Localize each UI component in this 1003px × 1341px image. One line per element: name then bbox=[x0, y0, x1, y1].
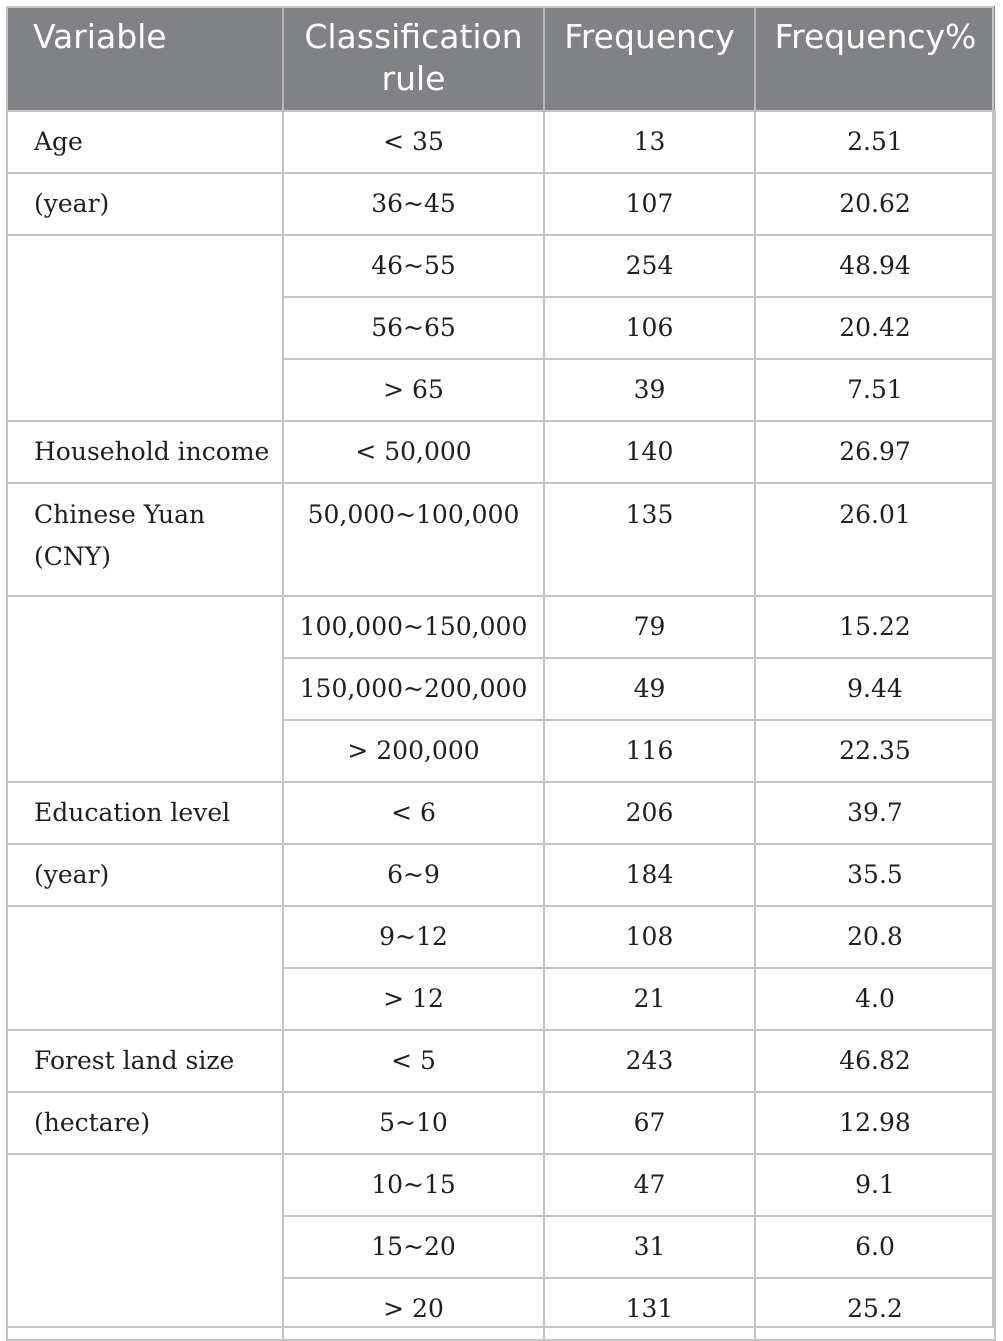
cell-rule: 10~15 bbox=[283, 1154, 544, 1216]
cell-percent: 22.35 bbox=[755, 720, 995, 782]
cell-percent: 20.8 bbox=[755, 906, 995, 968]
table-header bbox=[7, 6, 995, 111]
header-variable: Variable bbox=[7, 6, 283, 111]
cell-rule: 5~10 bbox=[283, 1092, 544, 1154]
table-row bbox=[7, 968, 995, 1030]
table-row bbox=[7, 782, 995, 844]
cell-percent: 48.94 bbox=[755, 235, 995, 297]
cell-frequency: 184 bbox=[544, 844, 755, 906]
table-row bbox=[7, 720, 995, 782]
cell-variable bbox=[7, 906, 283, 968]
cell-percent: 9.1 bbox=[755, 1154, 995, 1216]
table-row bbox=[7, 1030, 995, 1092]
cell-frequency: 31 bbox=[544, 1216, 755, 1278]
cell-percent: 4.0 bbox=[755, 968, 995, 1030]
cell-percent: 15.22 bbox=[755, 596, 995, 658]
table-body bbox=[7, 111, 995, 1340]
table-row bbox=[7, 111, 995, 173]
cell-variable bbox=[7, 1216, 283, 1278]
cell-rule: > 12 bbox=[283, 968, 544, 1030]
header-classification-rule: Classification rule bbox=[283, 6, 544, 111]
cell-percent: 25.2 bbox=[755, 1278, 995, 1340]
cell-frequency: 243 bbox=[544, 1030, 755, 1092]
header-frequency-percent: Frequency% bbox=[755, 6, 995, 111]
cell-variable: Education level bbox=[7, 782, 283, 844]
table-row bbox=[7, 1216, 995, 1278]
cell-variable: (hectare) bbox=[7, 1092, 283, 1154]
cell-rule: > 20 bbox=[283, 1278, 544, 1340]
cell-frequency: 49 bbox=[544, 658, 755, 720]
cell-percent: 46.82 bbox=[755, 1030, 995, 1092]
cell-variable: Age bbox=[7, 111, 283, 173]
cell-percent: 20.62 bbox=[755, 173, 995, 235]
cell-variable bbox=[7, 658, 283, 720]
cell-rule: 6~9 bbox=[283, 844, 544, 906]
table-row bbox=[7, 421, 995, 483]
cell-frequency: 47 bbox=[544, 1154, 755, 1216]
table-row bbox=[7, 359, 995, 421]
cell-variable: (year) bbox=[7, 173, 283, 235]
cell-frequency: 106 bbox=[544, 297, 755, 359]
cell-percent: 12.98 bbox=[755, 1092, 995, 1154]
cell-percent: 39.7 bbox=[755, 782, 995, 844]
cell-variable bbox=[7, 720, 283, 782]
cell-frequency: 39 bbox=[544, 359, 755, 421]
cell-percent: 35.5 bbox=[755, 844, 995, 906]
cell-variable: Chinese Yuan (CNY) bbox=[7, 483, 283, 596]
cell-variable bbox=[7, 235, 283, 297]
cell-percent: 26.97 bbox=[755, 421, 995, 483]
cell-frequency: 135 bbox=[544, 483, 755, 596]
demographics-table bbox=[6, 6, 996, 1341]
cell-rule: > 65 bbox=[283, 359, 544, 421]
cell-rule: 56~65 bbox=[283, 297, 544, 359]
table-row bbox=[7, 1092, 995, 1154]
cell-percent: 26.01 bbox=[755, 483, 995, 596]
cell-rule: 36~45 bbox=[283, 173, 544, 235]
cell-frequency: 206 bbox=[544, 782, 755, 844]
cell-variable: Forest land size bbox=[7, 1030, 283, 1092]
table-row bbox=[7, 1278, 995, 1340]
cell-frequency: 140 bbox=[544, 421, 755, 483]
cell-frequency: 79 bbox=[544, 596, 755, 658]
table-row bbox=[7, 844, 995, 906]
cell-variable bbox=[7, 297, 283, 359]
cell-frequency: 131 bbox=[544, 1278, 755, 1340]
cell-frequency: 67 bbox=[544, 1092, 755, 1154]
cell-rule: 9~12 bbox=[283, 906, 544, 968]
header-row bbox=[7, 6, 995, 111]
cell-frequency: 21 bbox=[544, 968, 755, 1030]
cell-rule: 150,000~200,000 bbox=[283, 658, 544, 720]
cell-variable: (year) bbox=[7, 844, 283, 906]
cell-variable: Household income bbox=[7, 421, 283, 483]
cell-rule: < 50,000 bbox=[283, 421, 544, 483]
cell-rule: < 6 bbox=[283, 782, 544, 844]
cell-frequency: 254 bbox=[544, 235, 755, 297]
table-row bbox=[7, 658, 995, 720]
table-row bbox=[7, 906, 995, 968]
table-row bbox=[7, 173, 995, 235]
cell-rule: 50,000~100,000 bbox=[283, 483, 544, 596]
table-row bbox=[7, 297, 995, 359]
cell-frequency: 107 bbox=[544, 173, 755, 235]
table-row bbox=[7, 596, 995, 658]
cell-variable bbox=[7, 1278, 283, 1340]
cell-percent: 20.42 bbox=[755, 297, 995, 359]
table-row bbox=[7, 1154, 995, 1216]
cell-frequency: 116 bbox=[544, 720, 755, 782]
cell-rule: 46~55 bbox=[283, 235, 544, 297]
cell-variable bbox=[7, 1154, 283, 1216]
cell-rule: 100,000~150,000 bbox=[283, 596, 544, 658]
table-row bbox=[7, 483, 995, 596]
cell-frequency: 108 bbox=[544, 906, 755, 968]
cell-variable bbox=[7, 968, 283, 1030]
cell-rule: < 5 bbox=[283, 1030, 544, 1092]
cell-rule: < 35 bbox=[283, 111, 544, 173]
cell-variable bbox=[7, 359, 283, 421]
cell-percent: 2.51 bbox=[755, 111, 995, 173]
cell-rule: 15~20 bbox=[283, 1216, 544, 1278]
cell-variable bbox=[7, 596, 283, 658]
cell-percent: 7.51 bbox=[755, 359, 995, 421]
cell-rule: > 200,000 bbox=[283, 720, 544, 782]
header-frequency: Frequency bbox=[544, 6, 755, 111]
cell-percent: 6.0 bbox=[755, 1216, 995, 1278]
cell-percent: 9.44 bbox=[755, 658, 995, 720]
cell-frequency: 13 bbox=[544, 111, 755, 173]
table-row bbox=[7, 235, 995, 297]
